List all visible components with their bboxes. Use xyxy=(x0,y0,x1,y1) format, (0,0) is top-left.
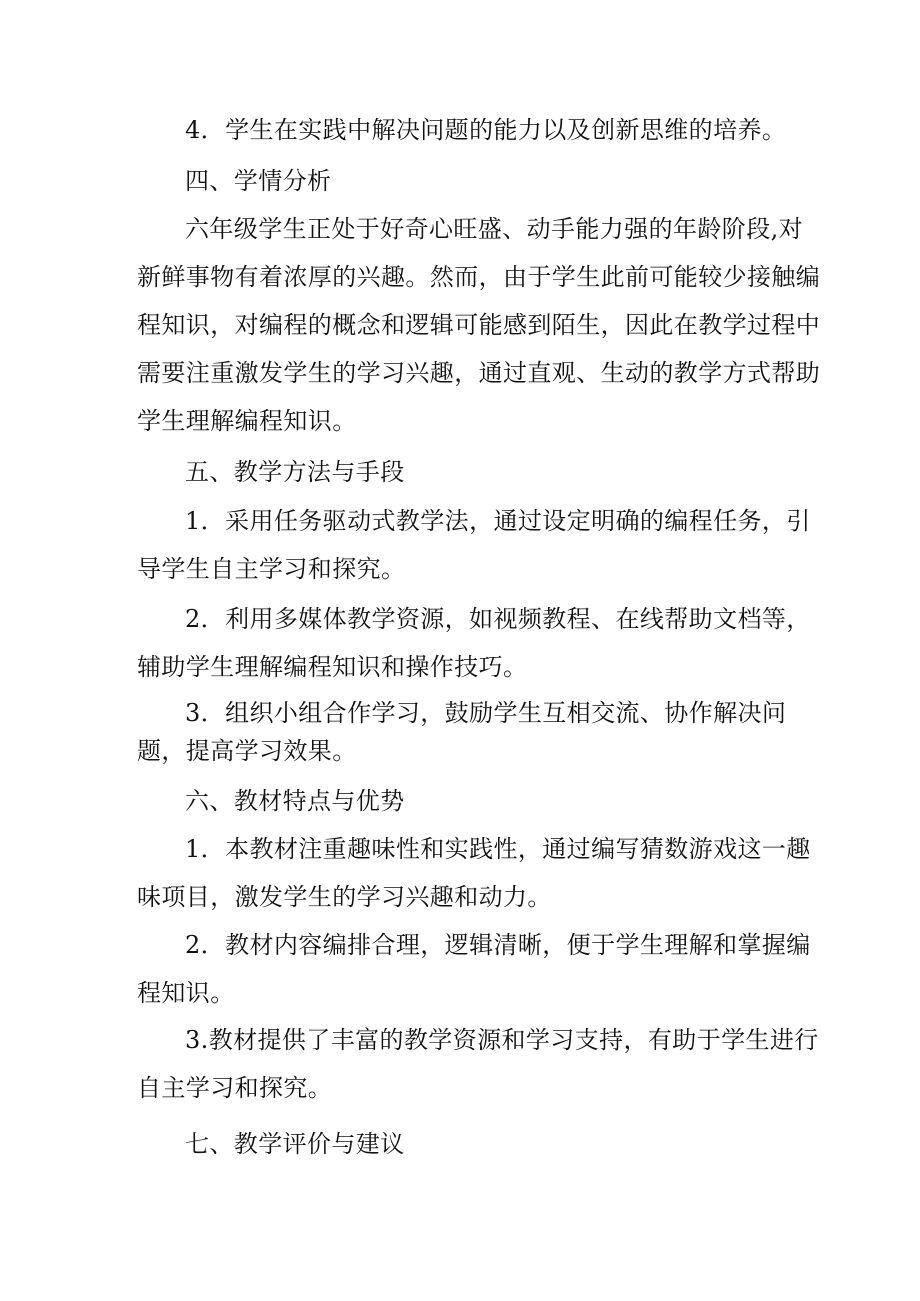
list-item-4-skills: 4．学生在实践中解决问题的能力以及创新思维的培养。 xyxy=(185,116,787,144)
list-item-continuation: 导学生自主学习和探究。 xyxy=(137,555,406,583)
list-item-continuation: 辅助学生理解编程知识和操作技巧。 xyxy=(137,653,528,681)
heading-learner-analysis: 四、学情分析 xyxy=(185,167,332,195)
heading-evaluation: 七、教学评价与建议 xyxy=(185,1130,405,1158)
paragraph-line: 六年级学生正处于好奇心旺盛、动手能力强的年龄阶段,对 xyxy=(185,215,804,243)
list-item-continuation: 自主学习和探究。 xyxy=(137,1074,333,1102)
list-item-feature-2: 2．教材内容编排合理，逻辑清晰，便于学生理解和掌握编 xyxy=(185,931,811,959)
paragraph-line: 学生理解编程知识。 xyxy=(137,407,357,435)
list-item-method-2: 2．利用多媒体教学资源，如视频教程、在线帮助文档等， xyxy=(185,605,811,633)
paragraph-line: 程知识，对编程的概念和逻辑可能感到陌生，因此在教学过程中 xyxy=(137,311,821,339)
list-item-continuation: 味项目，激发学生的学习兴趣和动力。 xyxy=(137,883,552,911)
paragraph-line: 需要注重激发学生的学习兴趣，通过直观、生动的教学方式帮助 xyxy=(137,359,821,387)
paragraph-line: 新鲜事物有着浓厚的兴趣。然而，由于学生此前可能较少接触编 xyxy=(137,263,821,291)
heading-teaching-methods: 五、教学方法与手段 xyxy=(185,458,405,486)
list-item-feature-3: 3.教材提供了丰富的教学资源和学习支持，有助于学生进行 xyxy=(185,1026,819,1054)
list-item-method-1: 1．采用任务驱动式教学法，通过设定明确的编程任务，引 xyxy=(185,507,811,535)
list-item-continuation: 题，提高学习效果。 xyxy=(137,737,357,765)
list-item-continuation: 程知识。 xyxy=(137,979,235,1007)
heading-textbook-features: 六、教材特点与优势 xyxy=(185,787,405,815)
list-item-feature-1: 1．本教材注重趣味性和实践性，通过编写猜数游戏这一趣 xyxy=(185,835,811,863)
list-item-method-3: 3．组织小组合作学习，鼓励学生互相交流、协作解决问 xyxy=(185,699,787,727)
